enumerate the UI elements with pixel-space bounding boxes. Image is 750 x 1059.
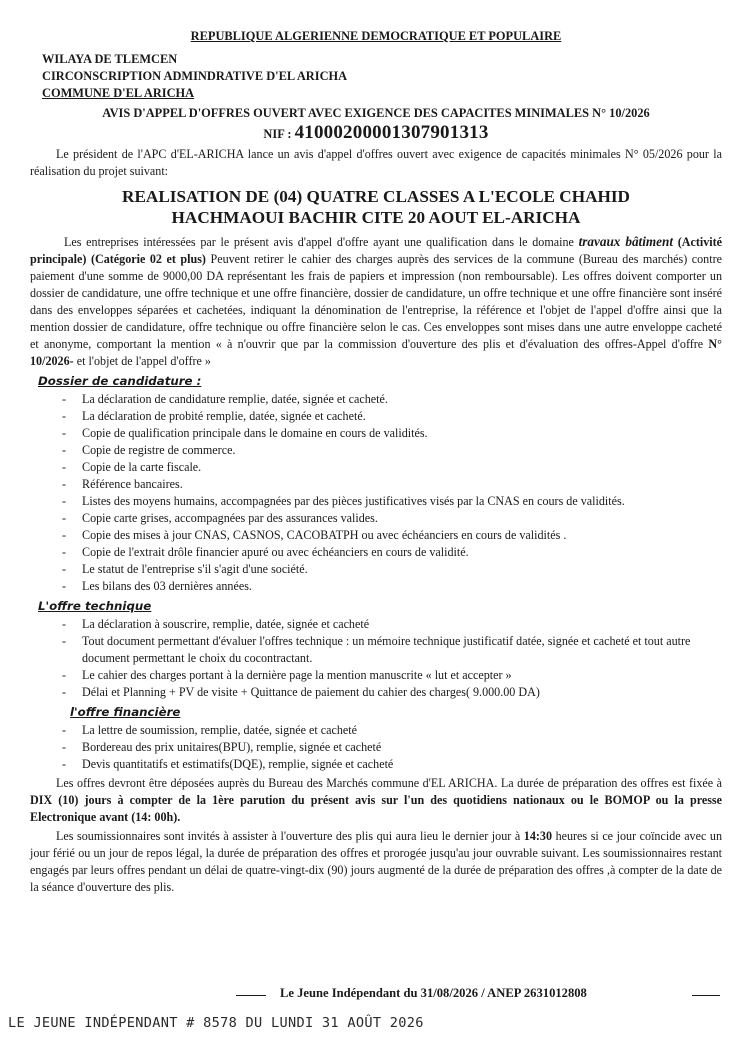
list-item: - Listes des moyens humains, accompagnées par des pièces justificatives visés par la CNAS en cours de validités.	[58, 493, 722, 510]
technique-list	[30, 616, 722, 701]
conditions-activity: (Activité principale) (Catégorie 02 et plus)	[30, 235, 723, 266]
list-item: - Tout document permettant d'évaluer l'offres technique : un mémoire technique justificatif datée, signée et cacheté et tout autre document permettant le choix du cocontractant.	[58, 633, 722, 667]
wilaya-line: WILAYA DE TLEMCEN	[42, 52, 178, 66]
list-item: - Copie de registre de commerce.	[58, 442, 722, 459]
list-item: - La lettre de soumission, remplie, datée, signée et cacheté	[58, 722, 722, 739]
financiere-section-title: l'offre financière	[70, 705, 181, 719]
opening-paragraph	[30, 828, 722, 896]
circonscription-line: CIRCONSCRIPTION ADMINDRATIVE D'EL ARICHA	[42, 69, 348, 83]
conditions-domain: travaux bâtiment	[578, 234, 673, 249]
dossier-list	[30, 391, 722, 595]
project-title-line-2: HACHMAOUI BACHIR CITE 20 AOUT EL-ARICHA	[171, 208, 581, 227]
footer-rule-right	[692, 995, 720, 996]
conditions-text-c: et l'objet de l'appel d'offre »	[73, 354, 211, 368]
list-item: - Copie des mises à jour CNAS, CASNOS, CACOBATPH ou avec échéanciers en cours de validités .	[58, 527, 722, 544]
list-item: - Le cahier des charges portant à la dernière page la mention manuscrite « lut et accepter »	[58, 667, 722, 684]
conditions-text-a: Les entreprises intéressées par le présent avis d'appel d'offre ayant une qualification dans le domaine	[64, 235, 579, 249]
list-item: - Copie de l'extrait drôle financier apuré ou avec échéanciers en cours de validité.	[58, 544, 722, 561]
footer-rule-left	[236, 995, 266, 996]
financiere-list	[30, 722, 722, 773]
list-item: - La déclaration de candidature remplie, datée, signée et cacheté.	[58, 391, 722, 408]
commune-line: COMMUNE D'EL ARICHA	[42, 86, 195, 100]
intro-paragraph: Le président de l'APC d'EL-ARICHA lance un avis d'appel d'offres ouvert avec exigence de capacités minimales N° 05/2026 pour la réalisation du projet suivant:	[30, 147, 722, 178]
avis-title: AVIS D'APPEL D'OFFRES OUVERT AVEC EXIGENCE DES CAPACITES MINIMALES N° 10/2026	[102, 106, 650, 120]
opening-text-a: Les soumissionnaires sont invités à assister à l'ouverture des plis qui aura lieu le dernier jour à	[56, 829, 524, 843]
list-item: - La déclaration à souscrire, remplie, datée, signée et cacheté	[58, 616, 722, 633]
publication-footer	[236, 986, 720, 1004]
publication-credit: Le Jeune Indépendant du 31/08/2026 / ANEP 2631012808	[280, 986, 587, 1000]
list-item: - Copie carte grises, accompagnées par des assurances valides.	[58, 510, 722, 527]
conditions-reference: N° 10/2026-	[30, 337, 722, 368]
list-item: - Copie de qualification principale dans le domaine en cours de validités.	[58, 425, 722, 442]
list-item: - Les bilans des 03 dernières années.	[58, 578, 722, 595]
deposit-paragraph	[30, 775, 722, 826]
nif-value: 410002000013079013​13	[294, 122, 489, 143]
project-title-line-1: REALISATION DE (04) QUATRE CLASSES A L'ECOLE CHAHID	[122, 187, 630, 206]
list-item: - Le statut de l'entreprise s'il s'agit d'une société.	[58, 561, 722, 578]
nif-label: NIF :	[263, 127, 292, 141]
list-item: - La déclaration de probité remplie, datée, signée et cacheté.	[58, 408, 722, 425]
list-item: - Copie de la carte fiscale.	[58, 459, 722, 476]
list-item: - Délai et Planning + PV de visite + Quittance de paiement du cahier des charges( 9.000.00 DA)	[58, 684, 722, 701]
opening-text-b: heures si ce jour coïncide avec un jour férié ou un jour de repos légal, la durée de préparation des offres et prorogée jusqu'au jour ouvrable suivant. Les soumissionnaires restant engagés par leurs offres pendant un délai de quatre-vingt-dix (90) jours augmenté de la durée de préparation des offres ,à compter de la date de la séance d'ouverture des plis.	[30, 829, 722, 894]
tender-notice	[30, 28, 722, 896]
dossier-section-title: Dossier de candidature :	[38, 374, 202, 388]
conditions-text-b: Peuvent retirer le cahier des charges auprès des services de la commune (Bureau des marchés) contre paiement d'une somme de 9000,00 DA représentant les frais de papiers et impression (non remboursable). Les offres doivent comporter un dossier de candidature, une offre technique et une offre financière, dossier de candidature, un offre technique et une offre financière sont inséré dans des enveloppes séparées et cachetées, indiquant la dénomination de l'entreprise, la référence et l'objet de l'appel d'offre ainsi que la mention dossier de candidature, offre technique ou offre financière selon le cas. Ces enveloppes sont mises dans une autre enveloppe cacheté et anonyme, comportant la mention « à n'ouvrir que par la commission d'ouverture des plis et d'évaluation des offres-Appel d'offre	[30, 252, 722, 351]
project-title	[30, 186, 722, 228]
nif-line	[30, 124, 722, 143]
deposit-deadline: DIX (10) jours à compter de la 1ère parution du présent avis sur l'un des quotidiens nationaux ou le BOMOP ou la presse Electronique avant (14: 00h).	[30, 793, 722, 824]
opening-time: 14:30	[523, 829, 552, 843]
republic-heading: REPUBLIQUE ALGERIENNE DEMOCRATIQUE ET POPULAIRE	[190, 29, 562, 43]
technique-section-title: L'offre technique	[38, 599, 152, 613]
conditions-paragraph	[30, 233, 722, 370]
deposit-text: Les offres devront être déposées auprès du Bureau des Marchés commune d'EL ARICHA. La durée de préparation des offres est fixée à	[56, 776, 722, 790]
list-item: - Bordereau des prix unitaires(BPU), remplie, signée et cacheté	[58, 739, 722, 756]
list-item: - Référence bancaires.	[58, 476, 722, 493]
edition-line: LE JEUNE INDÉPENDANT # 8578 DU LUNDI 31 AOÛT 2026	[8, 1015, 424, 1031]
list-item: - Devis quantitatifs et estimatifs(DQE), remplie, signée et cacheté	[58, 756, 722, 773]
